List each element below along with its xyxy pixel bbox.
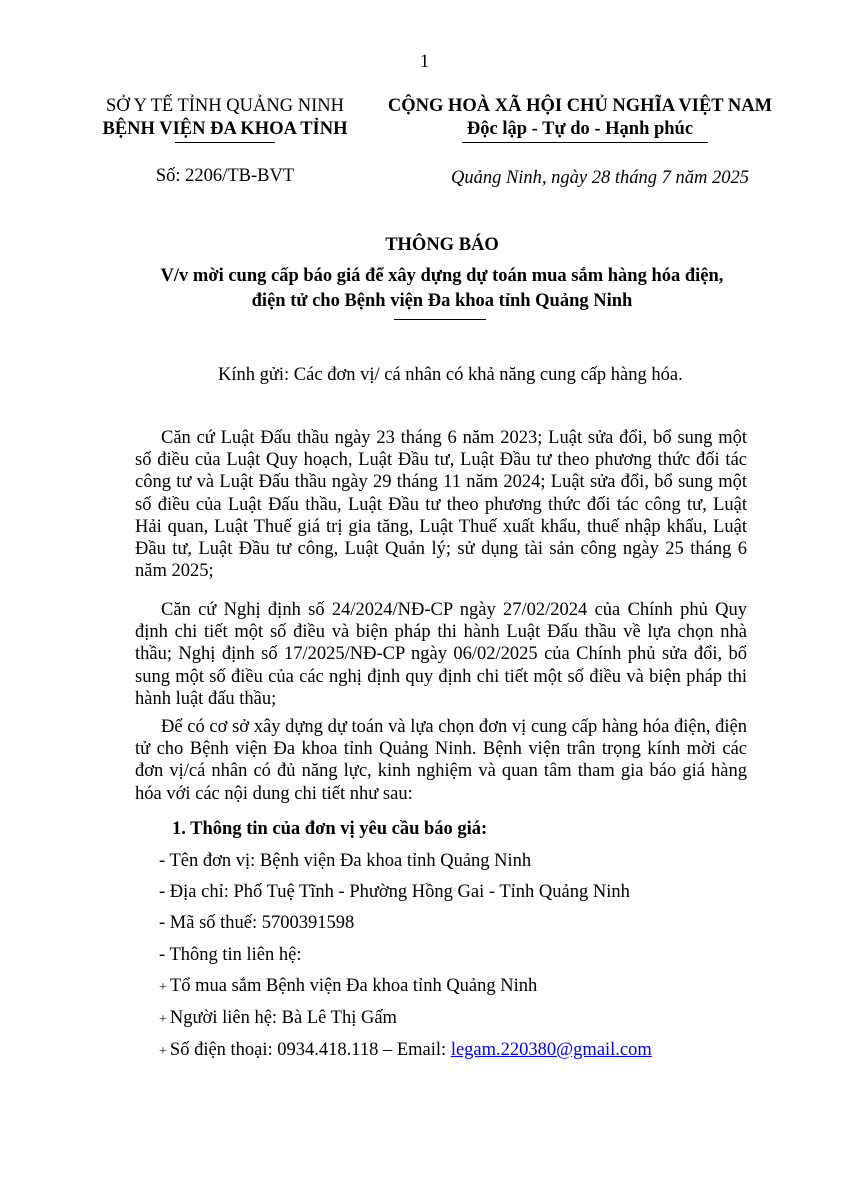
- unit-name: - Tên đơn vị: Bệnh viện Đa khoa tỉnh Quảng Ninh: [159, 851, 532, 871]
- department-name: SỞ Y TẾ TỈNH QUẢNG NINH: [106, 96, 344, 116]
- unit-tax-code: - Mã số thuế: 5700391598: [159, 913, 355, 933]
- document-subject-line1: V/v mời cung cấp báo giá để xây dựng dự toán mua sắm hàng hóa điện,: [160, 266, 724, 286]
- hospital-name: BỆNH VIỆN ĐA KHOA TỈNH: [102, 119, 348, 139]
- contact-team: [159, 976, 537, 997]
- paragraph-legal-basis-2: Căn cứ Nghị định số 24/2024/NĐ-CP ngày 27/02/2024 của Chính phủ Quy định chi tiết một số điều và biện pháp thi hành Luật Đấu thầu về lựa chọn nhà thầu; Nghị định số 17/2025/NĐ-CP ngày 06/02/2025 của Chính phủ sửa đổi, bổ sung một số điều của các nghị định quy định chi tiết một số điều và biện pháp thi hành luật đấu thầu;: [135, 600, 747, 709]
- title-rule: [394, 319, 486, 320]
- contact-info-heading: - Thông tin liên hệ:: [159, 945, 302, 965]
- national-motto: Độc lập - Tự do - Hạnh phúc: [466, 119, 694, 139]
- document-number: Số: 2206/TB-BVT: [155, 166, 295, 186]
- email-link[interactable]: legam.220380@gmail.com: [450, 1040, 652, 1060]
- plus-bullet-icon: +: [159, 1044, 167, 1059]
- document-title: THÔNG BÁO: [385, 235, 499, 255]
- unit-address: - Địa chỉ: Phố Tuệ Tĩnh - Phường Hồng Gai - Tỉnh Quảng Ninh: [159, 882, 630, 902]
- document-subject-line2: điện tử cho Bệnh viện Đa khoa tỉnh Quảng Ninh: [251, 291, 633, 311]
- contact-team-text: Tổ mua sắm Bệnh viện Đa khoa tỉnh Quảng Ninh: [169, 976, 538, 996]
- country-name: CỘNG HOÀ XÃ HỘI CHỦ NGHĨA VIỆT NAM: [387, 96, 773, 116]
- recipient-line: Kính gửi: Các đơn vị/ cá nhân có khả năng cung cấp hàng hóa.: [218, 365, 683, 385]
- contact-phone-text: Số điện thoại: 0934.418.118 – Email:: [169, 1040, 451, 1060]
- contact-person: [159, 1008, 397, 1029]
- plus-bullet-icon: +: [159, 980, 167, 995]
- contact-phone-email: [159, 1040, 652, 1061]
- header-right-rule: [462, 142, 708, 143]
- place-date: Quảng Ninh, ngày 28 tháng 7 năm 2025: [450, 168, 750, 188]
- paragraph-legal-basis-1: Căn cứ Luật Đấu thầu ngày 23 tháng 6 năm 2023; Luật sửa đổi, bổ sung một số điều của Luật Quy hoạch, Luật Đầu tư, Luật Đầu tư theo phương thức đối tác công tư và Luật Đấu thầu ngày 29 tháng 11 năm 2024; Luật sửa đổi, bổ sung một số điều của Luật Đấu thầu, Luật Đầu tư theo phương thức đối tác công tư, Luật Hải quan, Luật Thuế giá trị gia tăng, Luật Thuế xuất khẩu, thuế nhập khẩu, Luật Đầu tư, Luật Đầu tư công, Luật Quản lý; sử dụng tài sản công ngày 25 tháng 6 năm 2025;: [135, 428, 747, 582]
- section-1-heading: 1. Thông tin của đơn vị yêu cầu báo giá:: [172, 819, 488, 839]
- page-number: 1: [419, 52, 430, 72]
- header-left-rule: [175, 142, 275, 143]
- plus-bullet-icon: +: [159, 1012, 167, 1027]
- paragraph-purpose: Để có cơ sở xây dựng dự toán và lựa chọn đơn vị cung cấp hàng hóa điện, điện tử cho Bệnh viện Đa khoa tỉnh Quảng Ninh. Bệnh viện trân trọng kính mời các đơn vị/cá nhân có đủ năng lực, kinh nghiệm và quan tâm tham gia báo giá hàng hóa với các nội dung chi tiết như sau:: [135, 717, 747, 804]
- contact-person-text: Người liên hệ: Bà Lê Thị Gấm: [169, 1008, 397, 1028]
